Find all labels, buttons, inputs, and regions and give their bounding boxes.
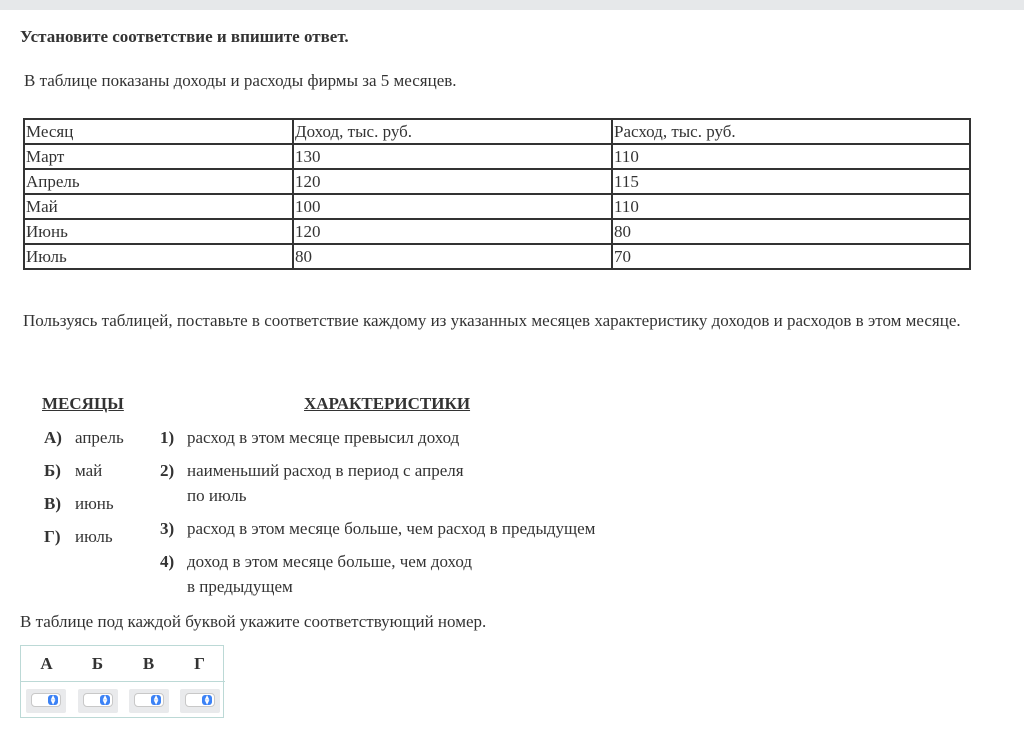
answer-select-b[interactable] (83, 693, 113, 707)
month-text: июнь (75, 494, 114, 513)
cell-expense: 110 (612, 194, 970, 219)
answer-select-v[interactable] (134, 693, 164, 707)
instruction-text: Пользуясь таблицей, поставьте в соответствие каждому из указанных месяцев характеристику доходов и расходов в этом месяце. (23, 311, 961, 330)
month-text: апрель (75, 428, 124, 447)
letter-a: А (40, 654, 53, 673)
answer-cell-g (180, 689, 220, 713)
characteristic-text: расход в этом месяце превысил доход (187, 428, 460, 447)
updown-chevron-icon: ▲ ▼ (151, 695, 161, 705)
updown-chevron-icon: ▲ ▼ (202, 695, 212, 705)
characteristic-text-cont: по июль (187, 486, 247, 505)
letter-v: В (142, 654, 155, 673)
cell-income: 80 (293, 244, 612, 269)
month-label: Г) (44, 527, 61, 546)
characteristic-label: 4) (160, 552, 175, 571)
characteristic-text: расход в этом месяце больше, чем расход в предыдущем (187, 519, 596, 538)
table-row (24, 244, 970, 269)
top-bar (0, 0, 1024, 10)
month-label: Б) (44, 461, 61, 480)
table-row (24, 194, 970, 219)
answer-cell-v (129, 689, 169, 713)
cell-income: 120 (293, 219, 612, 244)
month-item (44, 491, 114, 516)
characteristic-text-cont: в предыдущем (187, 577, 293, 596)
answer-cell-b (78, 689, 118, 713)
characteristic-text: доход в этом месяце больше, чем доход (187, 552, 473, 571)
table-row (24, 219, 970, 244)
cell-month: Май (24, 194, 293, 219)
header-month: Месяц (24, 119, 293, 144)
month-item (44, 524, 113, 549)
answer-prompt: В таблице под каждой буквой укажите соответствующий номер. (20, 612, 487, 631)
characteristic-label: 1) (160, 428, 175, 447)
characteristic-item (160, 425, 459, 450)
table-row (24, 169, 970, 194)
header-income: Доход, тыс. руб. (293, 119, 612, 144)
finance-table (23, 118, 971, 270)
characteristic-label: 3) (160, 519, 175, 538)
month-label: В) (44, 494, 61, 513)
letter-g: Г (194, 654, 205, 673)
cell-month: Март (24, 144, 293, 169)
table-header-row (24, 119, 970, 144)
cell-expense: 110 (612, 144, 970, 169)
month-text: июль (75, 527, 113, 546)
updown-chevron-icon: ▲ ▼ (100, 695, 110, 705)
characteristic-label: 2) (160, 461, 175, 480)
answer-table (20, 645, 224, 718)
month-text: май (75, 461, 103, 480)
characteristic-item (160, 549, 472, 599)
cell-month: Июнь (24, 219, 293, 244)
table-row (24, 144, 970, 169)
characteristic-text: наименьший расход в период с апреля (187, 461, 464, 480)
answer-select-a[interactable] (31, 693, 61, 707)
cell-income: 120 (293, 169, 612, 194)
task-title: Установите соответствие и впишите ответ. (20, 27, 349, 46)
characteristic-item (160, 458, 464, 508)
months-header: МЕСЯЦЫ (42, 394, 124, 413)
characteristics-header: ХАРАКТЕРИСТИКИ (304, 394, 471, 413)
cell-income: 130 (293, 144, 612, 169)
cell-month: Апрель (24, 169, 293, 194)
month-label: А) (44, 428, 62, 447)
header-expense: Расход, тыс. руб. (612, 119, 970, 144)
answer-cell-a (26, 689, 66, 713)
month-item (44, 425, 124, 450)
letter-b: Б (91, 654, 104, 673)
task-intro: В таблице показаны доходы и расходы фирмы за 5 месяцев. (24, 71, 457, 90)
cell-expense: 115 (612, 169, 970, 194)
cell-expense: 70 (612, 244, 970, 269)
cell-month: Июль (24, 244, 293, 269)
answer-select-g[interactable] (185, 693, 215, 707)
cell-income: 100 (293, 194, 612, 219)
characteristic-item (160, 516, 595, 541)
updown-chevron-icon: ▲ ▼ (48, 695, 58, 705)
cell-expense: 80 (612, 219, 970, 244)
month-item (44, 458, 102, 483)
answer-header-row (21, 646, 225, 682)
